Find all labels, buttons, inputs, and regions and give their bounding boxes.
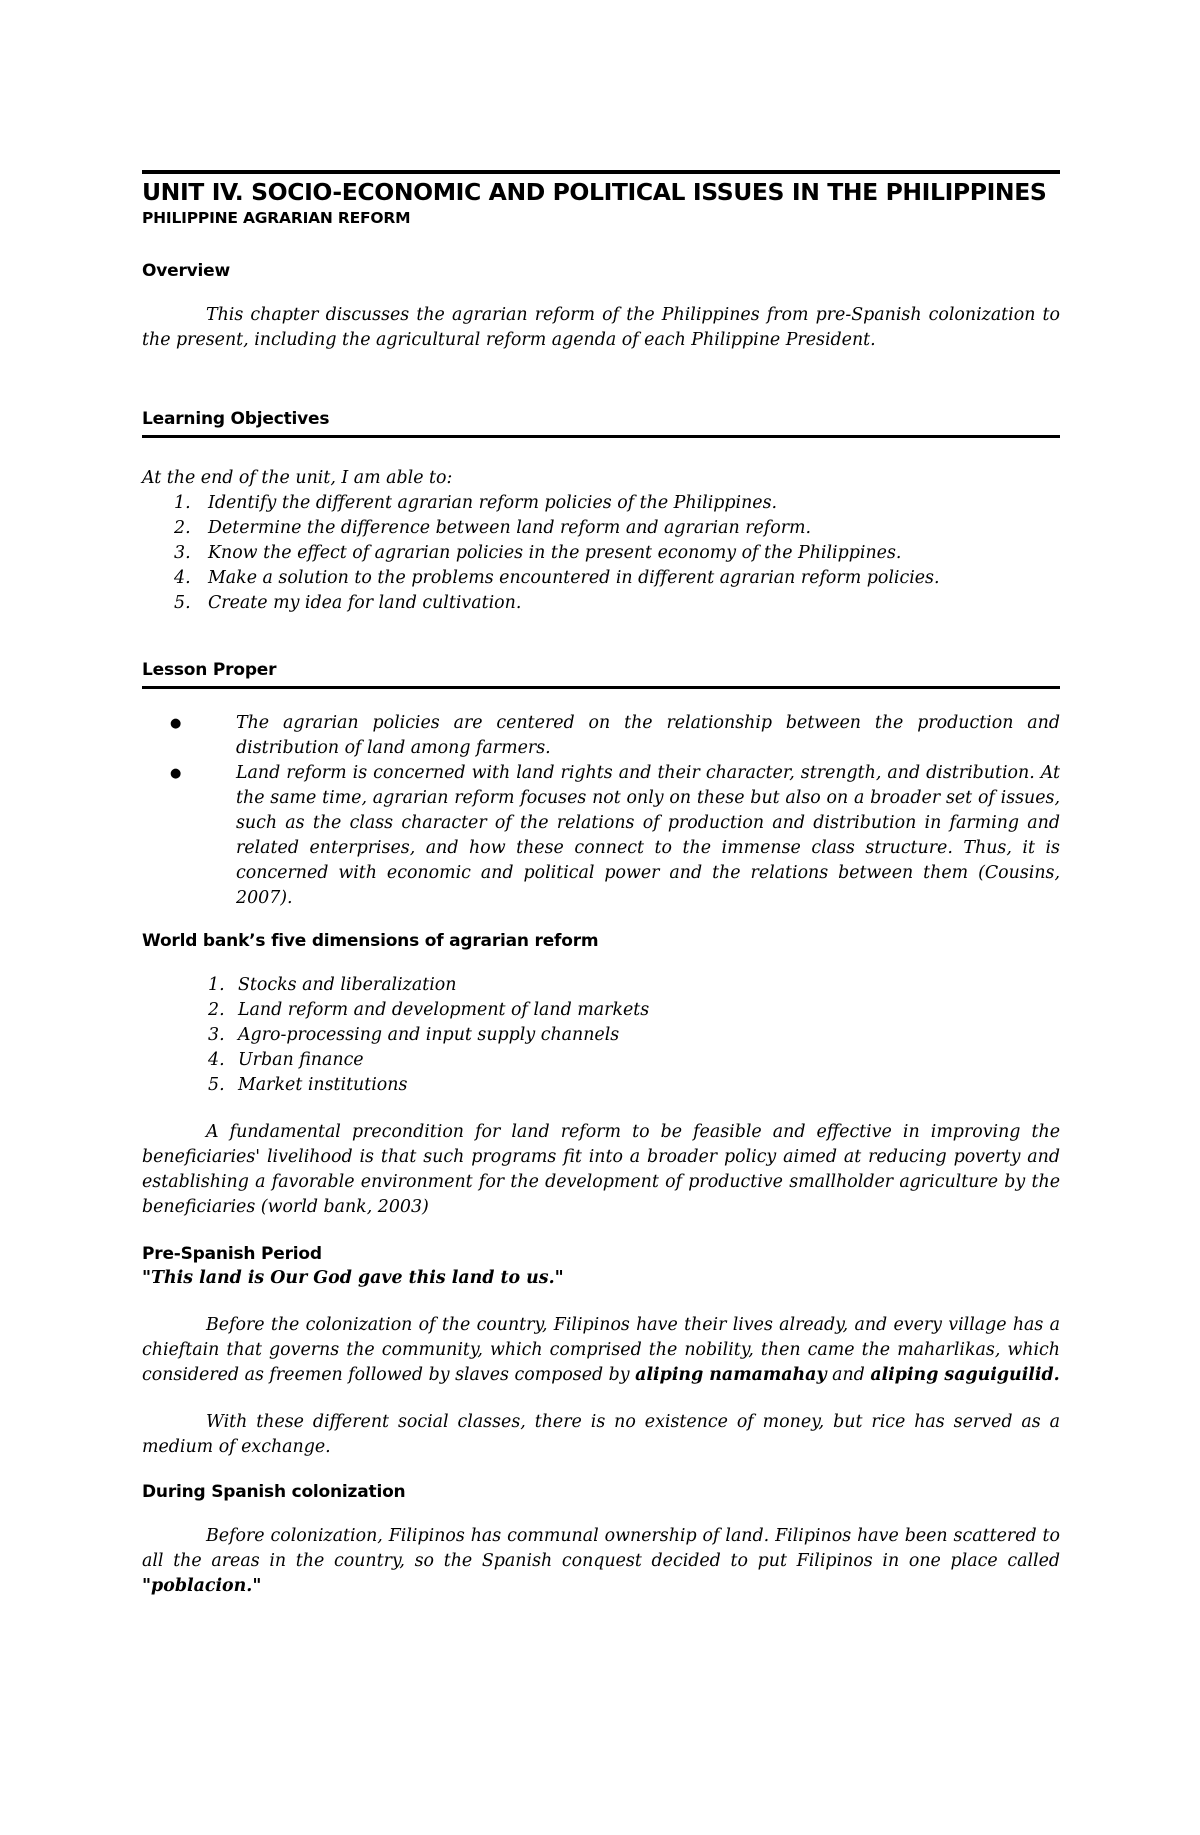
item-number: 1. [208,975,225,996]
list-item [142,761,1060,911]
pre-spanish-quote: "This land is Our God gave this land to us." [142,1268,564,1289]
unit-subtitle: PHILIPPINE AGRARIAN REFORM [142,209,411,228]
spanish-heading: During Spanish colonization [142,1482,406,1503]
list-item [142,491,1060,516]
pre-spanish-paragraph-1 [142,1313,1060,1388]
dimensions-list [142,973,1060,1098]
item-number: 5. [174,593,191,614]
list-item [142,541,1060,566]
item-text: Create my idea for land cultivation. [208,593,522,614]
item-text: Stocks and liberalization [238,975,457,996]
item-text: Identify the different agrarian reform policies of the Philippines. [208,493,778,514]
term-aliping-saguiguilid: aliping saguiguilid. [870,1365,1060,1386]
item-text: Land reform and development of land markets [238,1000,650,1021]
paragraph-text: Before the colonization of the country, Filipinos have their lives already, and every village has a chieftain that governs the community, which comprised the nobility, then came the maharlikas, which considered as freemen followed by slaves composed by [142,1315,1060,1386]
spanish-paragraph [142,1524,1060,1599]
item-text: Urban finance [238,1050,364,1071]
overview-heading: Overview [142,261,230,282]
lesson-rule [142,686,1060,689]
pre-spanish-heading: Pre-Spanish Period [142,1244,322,1265]
bullet-icon: ● [170,766,182,782]
item-text: Make a solution to the problems encountered in different agrarian reform policies. [208,568,940,589]
objectives-rule [142,435,1060,438]
item-text: Agro-processing and input supply channels [238,1025,620,1046]
item-number: 3. [174,543,191,564]
item-number: 2. [174,518,191,539]
list-item [142,973,1060,998]
objectives-intro: At the end of the unit, I am able to: [142,468,453,489]
list-item [142,516,1060,541]
world-bank-heading: World bank’s five dimensions of agrarian reform [142,931,599,952]
item-number: 4. [208,1050,225,1071]
lesson-bullets [142,711,1060,911]
term-aliping-namamahay: aliping namamahay [635,1365,827,1386]
list-item [142,591,1060,616]
document-page [142,170,1060,1599]
list-item [142,1073,1060,1098]
paragraph-text: Before colonization, Filipinos has communal ownership of land. Filipinos have been scattered to all the areas in the country, so the Spanish conquest decided to put Filipinos in one place called [142,1526,1060,1572]
list-item [142,998,1060,1023]
unit-title: UNIT IV. SOCIO-ECONOMIC AND POLITICAL ISSUES IN THE PHILIPPINES [142,178,1047,206]
item-number: 2. [208,1000,225,1021]
overview-text: This chapter discusses the agrarian reform of the Philippines from pre-Spanish colonization to the present, including the agricultural reform agenda of each Philippine President. [142,305,1060,351]
bullet-icon: ● [170,716,182,732]
term-poblacion: "poblacion." [142,1576,262,1597]
world-bank-paragraph: A fundamental precondition for land reform to be feasible and effective in improving the beneficiaries' livelihood is that such programs fit into a broader policy aimed at reducing poverty and establishing a favorable environment for the development of productive smallholder agriculture by the beneficiaries (world bank, 2003) [142,1122,1060,1218]
conjunction-text: and [826,1365,871,1386]
list-item [142,1048,1060,1073]
item-number: 1. [174,493,191,514]
item-text: Know the effect of agrarian policies in the present economy of the Philippines. [208,543,902,564]
item-number: 5. [208,1075,225,1096]
lesson-heading: Lesson Proper [142,660,277,681]
item-text: Market institutions [238,1075,408,1096]
list-item [142,566,1060,591]
bullet-text: Land reform is concerned with land rights and their character, strength, and distribution. At the same time, agrarian reform focuses not only on these but also on a broader set of issues, such as the class character of the relations of production and distribution in farming and related enterprises, and how these connect to the immense class structure. Thus, it is concerned with economic and political power and the relations between them (Cousins, 2007). [236,763,1060,909]
list-item [142,1023,1060,1048]
list-item [142,711,1060,761]
objectives-heading: Learning Objectives [142,409,330,430]
bullet-text: The agrarian policies are centered on the relationship between the production and distribution of land among farmers. [236,713,1060,759]
item-number: 4. [174,568,191,589]
objectives-list [142,491,1060,616]
pre-spanish-paragraph-2: With these different social classes, there is no existence of money, but rice has served as a medium of exchange. [142,1412,1060,1458]
title-rule [142,170,1060,174]
item-number: 3. [208,1025,225,1046]
item-text: Determine the difference between land reform and agrarian reform. [208,518,812,539]
